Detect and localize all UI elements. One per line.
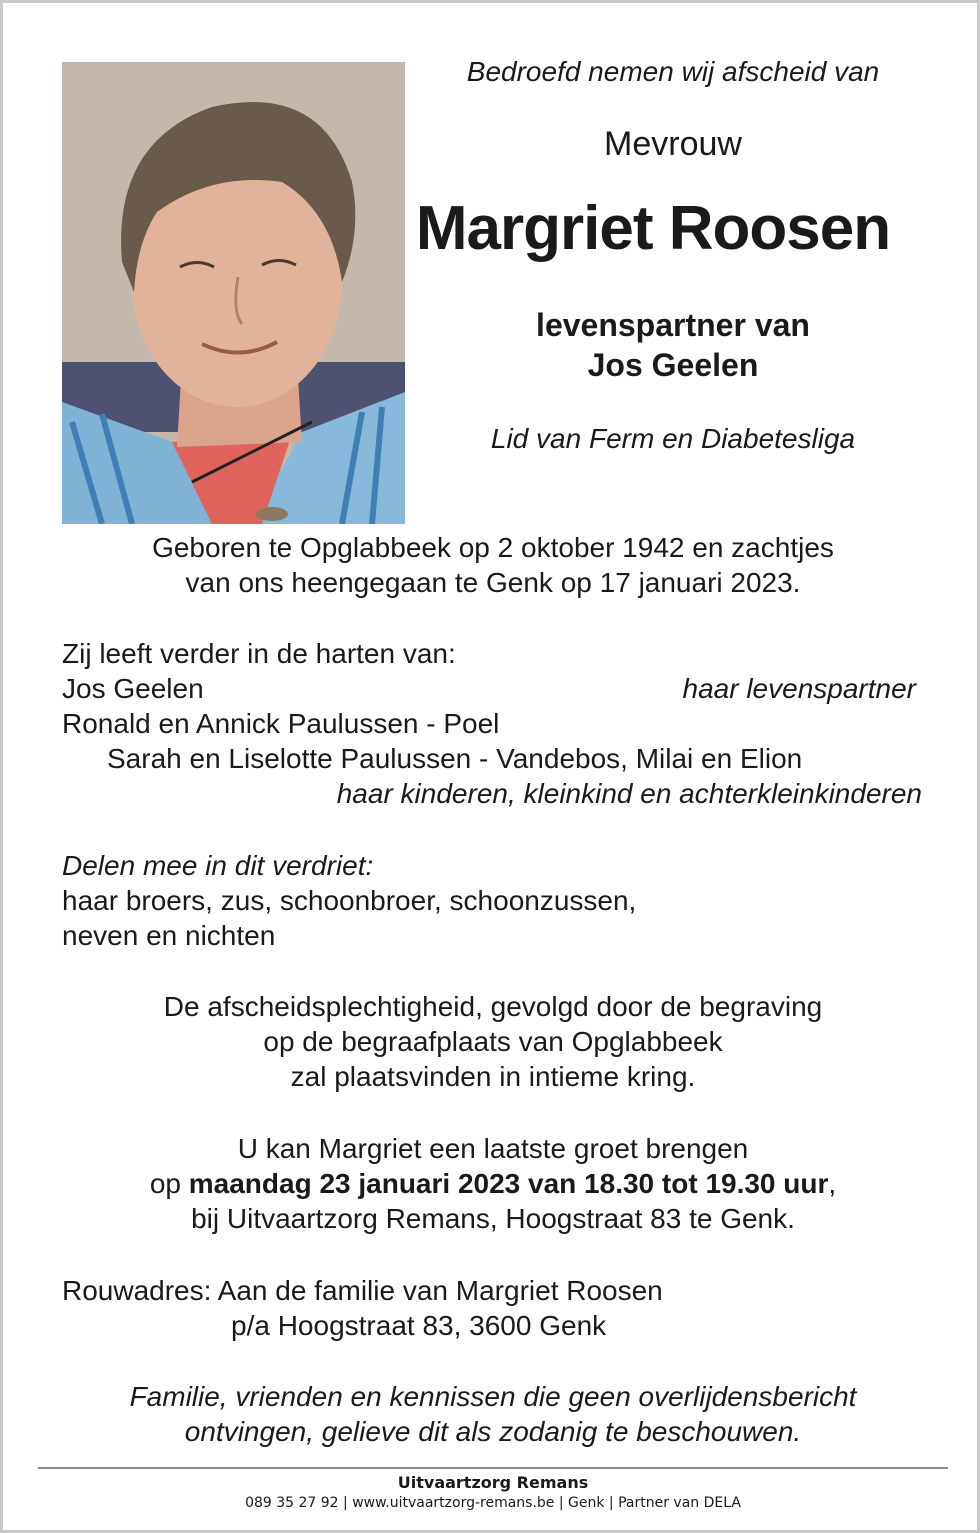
death-line: van ons heengegaan te Genk op 17 januari 2023.: [185, 567, 801, 598]
portrait-photo: [62, 62, 405, 524]
visit-line-1: U kan Margriet een laatste groet brengen: [237, 1133, 749, 1164]
notice-line-1: Familie, vrienden en kennissen die geen overlijdensbericht: [129, 1381, 857, 1412]
intro-text: Bedroefd nemen wij afscheid van: [466, 56, 880, 87]
sharing-line-1: haar broers, zus, schoonbroer, schoonzussen,: [62, 885, 637, 916]
footer-divider: [38, 1467, 948, 1469]
funeral-home-name: Uitvaartzorg Remans: [397, 1473, 589, 1492]
sharing-line-2: neven en nichten: [62, 920, 276, 951]
visit-prefix: op: [149, 1168, 189, 1199]
notice-block: [43, 1379, 943, 1449]
family-partner-name: Jos Geelen: [62, 673, 204, 704]
funeral-home-contact: 089 35 27 92 | www.uitvaartzorg-remans.be | Genk | Partner van DELA: [245, 1495, 741, 1511]
partner-name: Jos Geelen: [587, 347, 759, 383]
visit-suffix: ,: [828, 1168, 837, 1199]
visit-date-time: maandag 23 januari 2023 van 18.30 tot 19.30 uur: [188, 1168, 829, 1199]
ceremony-block: [43, 989, 943, 1094]
ceremony-line-2: op de begraafplaats van Opglabbeek: [263, 1026, 723, 1057]
partner-block: [423, 305, 923, 385]
family-partner-role: haar levenspartner: [682, 673, 916, 704]
address-line-1: Rouwadres: Aan de familie van Margriet Roosen: [62, 1275, 663, 1306]
ceremony-line-3: zal plaatsvinden in intieme kring.: [290, 1061, 696, 1092]
sharing-heading: Delen mee in dit verdriet:: [62, 850, 374, 881]
address-line-2: p/a Hoogstraat 83, 3600 Genk: [231, 1310, 607, 1341]
visit-block: [43, 1131, 943, 1236]
ceremony-line-1: De afscheidsplechtigheid, gevolgd door de begraving: [163, 991, 823, 1022]
family-role: haar kinderen, kleinkind en achterkleinkinderen: [336, 778, 922, 809]
visit-line-3: bij Uitvaartzorg Remans, Hoogstraat 83 te Genk.: [191, 1203, 795, 1234]
family-grandchildren: Sarah en Liselotte Paulussen - Vandebos, Milai en Elion: [107, 743, 803, 774]
birth-line: Geboren te Opglabbeek op 2 oktober 1942 en zachtjes: [152, 532, 834, 563]
visit-line-2: [43, 1166, 943, 1201]
family-heading: Zij leeft verder in de harten van:: [62, 638, 456, 669]
family-children: Ronald en Annick Paulussen - Poel: [62, 708, 500, 739]
honorific: Mevrouw: [604, 125, 742, 163]
membership-text: Lid van Ferm en Diabetesliga: [490, 423, 856, 454]
deceased-name: Margriet Roosen: [415, 194, 891, 263]
birth-block: [43, 530, 943, 600]
partner-label: levenspartner van: [536, 307, 810, 343]
notice-line-2: ontvingen, gelieve dit als zodanig te beschouwen.: [184, 1416, 802, 1447]
